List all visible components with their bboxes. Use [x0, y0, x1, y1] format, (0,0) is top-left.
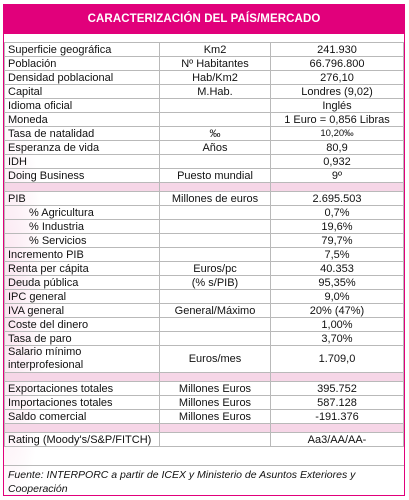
- indicator-value: 3,70%: [271, 332, 404, 346]
- table-row: [5, 290, 404, 304]
- indicator-label: % Industria: [5, 220, 160, 234]
- indicator-label: Salario mínimo interprofesional: [5, 346, 160, 373]
- indicator-value: 7,5%: [271, 248, 404, 262]
- separator-cell: [160, 183, 271, 192]
- indicator-unit: Años: [160, 141, 271, 155]
- indicator-label: Doing Business: [5, 169, 160, 183]
- indicator-label: Exportaciones totales: [5, 382, 160, 396]
- indicator-unit: Nº Habitantes: [160, 57, 271, 71]
- indicator-unit: Millones Euros: [160, 410, 271, 424]
- indicator-unit: Millones Euros: [160, 382, 271, 396]
- table-row: [5, 433, 404, 447]
- table-row: [5, 332, 404, 346]
- table-row: [5, 262, 404, 276]
- indicator-label: Esperanza de vida: [5, 141, 160, 155]
- separator-cell: [160, 373, 271, 382]
- indicator-value: Aa3/AA/AA-: [271, 433, 404, 447]
- indicator-label: Importaciones totales: [5, 396, 160, 410]
- indicator-value: 80,9: [271, 141, 404, 155]
- indicator-value: 9,0%: [271, 290, 404, 304]
- indicator-label: IDH: [5, 155, 160, 169]
- indicator-value: 9º: [271, 169, 404, 183]
- section-separator: [5, 424, 404, 433]
- separator-cell: [160, 424, 271, 433]
- indicator-label: PIB: [5, 192, 160, 206]
- table-row: [5, 248, 404, 262]
- table-row: [5, 304, 404, 318]
- indicator-label: Tasa de natalidad: [5, 127, 160, 141]
- indicator-unit: [160, 290, 271, 304]
- indicator-unit: [160, 318, 271, 332]
- indicator-value: 1 Euro = 0,856 Libras: [271, 113, 404, 127]
- indicator-unit: [160, 99, 271, 113]
- table-row: [5, 155, 404, 169]
- table-title: CARACTERIZACIÓN DEL PAÍS/MERCADO: [4, 5, 404, 34]
- indicator-unit: Puesto mundial: [160, 169, 271, 183]
- indicator-unit: M.Hab.: [160, 85, 271, 99]
- indicator-unit: Hab/Km2: [160, 71, 271, 85]
- indicator-value: Londres (9,02): [271, 85, 404, 99]
- indicator-unit: [160, 113, 271, 127]
- indicator-unit: [160, 206, 271, 220]
- indicator-value: 587.128: [271, 396, 404, 410]
- indicator-label: Superficie geográfica: [5, 43, 160, 57]
- indicator-label: % Servicios: [5, 234, 160, 248]
- indicator-unit: [160, 433, 271, 447]
- table-row: [5, 169, 404, 183]
- indicator-label: Saldo comercial: [5, 410, 160, 424]
- indicator-label: Deuda pública: [5, 276, 160, 290]
- separator-cell: [5, 424, 160, 433]
- table-row: [5, 410, 404, 424]
- indicator-value: 2.695.503: [271, 192, 404, 206]
- indicator-label: Idioma oficial: [5, 99, 160, 113]
- table-row: [5, 382, 404, 396]
- indicator-value: 395.752: [271, 382, 404, 396]
- indicator-unit: ‰: [160, 127, 271, 141]
- indicator-value: 40.353: [271, 262, 404, 276]
- table-row: [5, 234, 404, 248]
- table-row: [5, 43, 404, 57]
- table-row: [5, 127, 404, 141]
- indicator-value: 95,35%: [271, 276, 404, 290]
- indicator-label: IVA general: [5, 304, 160, 318]
- indicator-value: 10,20‰: [271, 127, 404, 141]
- indicator-value: 1.709,0: [271, 346, 404, 373]
- table-row: [5, 276, 404, 290]
- indicator-value: 79,7%: [271, 234, 404, 248]
- indicator-unit: [160, 234, 271, 248]
- table-row: [5, 57, 404, 71]
- section-separator: [5, 373, 404, 382]
- indicator-label: Coste del dinero: [5, 318, 160, 332]
- indicator-value: 66.796.800: [271, 57, 404, 71]
- section-separator: [5, 183, 404, 192]
- indicator-value: 19,6%: [271, 220, 404, 234]
- indicator-value: Inglés: [271, 99, 404, 113]
- indicator-unit: [160, 155, 271, 169]
- indicator-label: Densidad poblacional: [5, 71, 160, 85]
- indicator-value: 241.930: [271, 43, 404, 57]
- table-row: [5, 396, 404, 410]
- indicator-label: Población: [5, 57, 160, 71]
- indicator-label: Incremento PIB: [5, 248, 160, 262]
- indicator-unit: Millones de euros: [160, 192, 271, 206]
- source-footnote: Fuente: INTERPORC a partir de ICEX y Ministerio de Asuntos Exteriores y Cooperación: [4, 465, 404, 496]
- indicator-label: IPC general: [5, 290, 160, 304]
- indicator-unit: Millones Euros: [160, 396, 271, 410]
- indicators-body: [5, 43, 404, 447]
- indicator-label: Rating (Moody's/S&P/FITCH): [5, 433, 160, 447]
- indicators-table: [4, 42, 404, 447]
- separator-cell: [271, 424, 404, 433]
- indicator-value: 1,00%: [271, 318, 404, 332]
- indicator-value: -191.376: [271, 410, 404, 424]
- indicator-value: 276,10: [271, 71, 404, 85]
- separator-cell: [5, 373, 160, 382]
- indicator-value: 0,932: [271, 155, 404, 169]
- indicator-unit: Km2: [160, 43, 271, 57]
- table-row: [5, 192, 404, 206]
- indicator-unit: Euros/pc: [160, 262, 271, 276]
- table-row: [5, 99, 404, 113]
- indicator-label: Renta per cápita: [5, 262, 160, 276]
- indicator-label: Tasa de paro: [5, 332, 160, 346]
- indicator-unit: General/Máximo: [160, 304, 271, 318]
- indicator-unit: [160, 248, 271, 262]
- table-row: [5, 346, 404, 373]
- separator-cell: [271, 183, 404, 192]
- indicator-label: Moneda: [5, 113, 160, 127]
- indicator-value: 0,7%: [271, 206, 404, 220]
- separator-cell: [5, 183, 160, 192]
- indicator-value: 20% (47%): [271, 304, 404, 318]
- country-profile-card: [3, 4, 405, 496]
- indicator-unit: Euros/mes: [160, 346, 271, 373]
- indicator-unit: [160, 332, 271, 346]
- separator-cell: [271, 373, 404, 382]
- indicator-label: % Agricultura: [5, 206, 160, 220]
- table-row: [5, 318, 404, 332]
- indicator-unit: (% s/PIB): [160, 276, 271, 290]
- table-row: [5, 113, 404, 127]
- table-row: [5, 141, 404, 155]
- table-row: [5, 85, 404, 99]
- table-row: [5, 71, 404, 85]
- table-row: [5, 220, 404, 234]
- indicator-label: Capital: [5, 85, 160, 99]
- indicator-unit: [160, 220, 271, 234]
- table-row: [5, 206, 404, 220]
